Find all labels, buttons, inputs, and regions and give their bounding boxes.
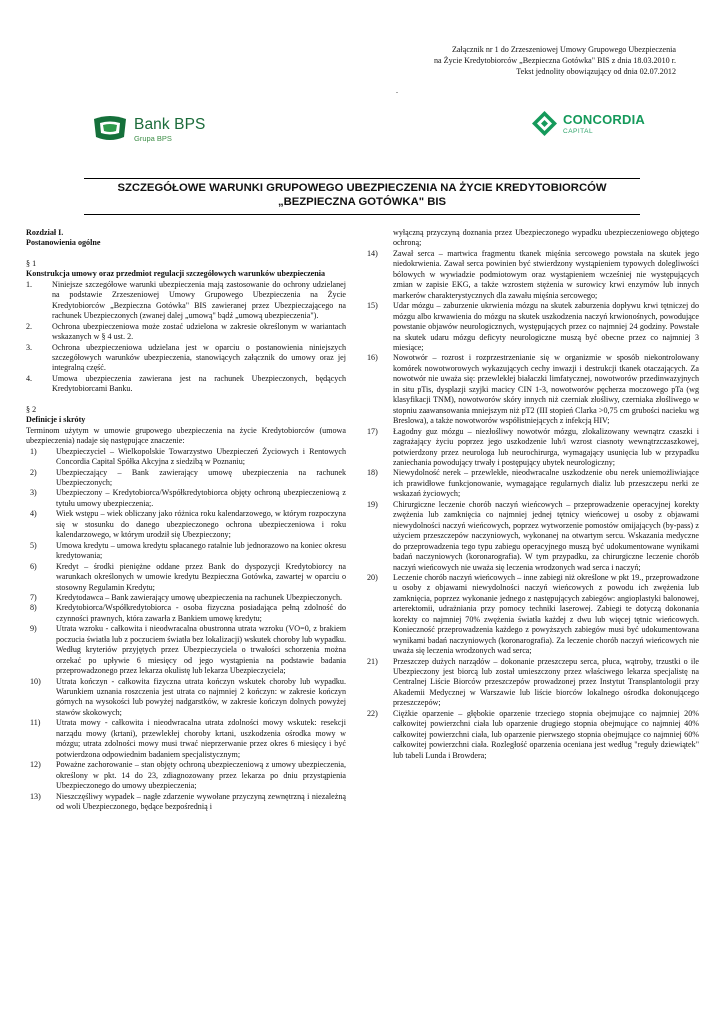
annex-note-line: Załącznik nr 1 do Zrzeszeniowej Umowy Grupowego Ubezpieczenia — [451, 45, 676, 54]
bank-bps-logo-icon — [92, 113, 128, 145]
list-item: 18) Niewydolność nerek – przewlekłe, nieodwracalne uszkodzenie obu nerek uniemożliwiające ich prawidłowe funkcjonowanie, wymagające regularnych dializ lub przeszczepu nerki ze wskazań życiowych; — [367, 468, 699, 499]
list-item: 21) Przeszczep dużych narządów – dokonanie przeszczepu serca, płuca, wątroby, trzustki o ile Ubezpieczony jest biorcą lub został umieszczony przez właściwego lekarza specjalistę na Centralnej Liście Biorców przeszczepów prowadzonej przez Instytut Transplantologii przy Akademii Medycznej w Warszawie lub liście biorców lokalnego ośrodka dokonującego przeszczepów; — [367, 656, 699, 708]
annex-note-line: na Życie Kredytobiorców „Bezpieczna Gotówka" BIS z dnia 18.03.2010 r. — [434, 56, 676, 65]
section-1-list — [26, 280, 346, 395]
list-item: 12) Poważne zachorowanie – stan objęty ochroną ubezpieczeniową z umowy ubezpieczenia, określony w pkt. 14 do 23, zdiagnozowany przez lekarza po dniu przystąpienia Ubezpieczonego do umowy ubezpieczenia; — [30, 760, 346, 791]
left-column — [26, 228, 346, 812]
list-item: 15) Udar mózgu – zaburzenie ukrwienia mózgu na skutek zaburzenia dopływu krwi tętniczej do mózgu albo krwawienia do mózgu na skutek uszkodzenia naczyń krwionośnych, powodujące powstanie objawów neurologicznych, występujących przez co najmniej 24 godziny. Powstałe na skutek udaru mózgu deficyty neurologiczne muszą być obecne przez co najmniej 3 miesiące; — [367, 301, 699, 352]
right-column — [367, 228, 699, 761]
list-item: 9) Utrata wzroku - całkowita i nieodwracalna obustronna utrata wzroku (VO=0, z brakiem poczucia światła lub z poczuciem światła bez lokalizacji) wskutek choroby lub wypadku. Według kryteriów przyjętych przez Ubezpieczyciela o trwałości schorzenia można orzekać po upływie 6 miesięcy od jego wystąpienia na podstawie badania przeprowadzonego przez lekarza okulistę lub lekarza Ubezpieczyciela; — [30, 624, 346, 676]
concordia-logo — [531, 110, 645, 137]
document-title-line: „BEZPIECZNA GOTÓWKA" BIS — [277, 196, 447, 208]
list-item: 4) Wiek wstępu – wiek obliczany jako różnica roku kalendarzowego, w którym rozpoczyna się w stosunku do danego ubezpieczonego ochrona ubezpieczeniowa i roku kalendarzowego, w którym urodził się Ubezpieczony; — [30, 509, 346, 540]
list-item-continuation: wyłączną przyczyną doznania przez Ubezpieczonego wypadku ubezpieczeniowego objętego ochroną; — [393, 228, 699, 248]
list-item: 2) Ubezpieczający – Bank zawierający umowę ubezpieczenia na rachunek Ubezpieczonych; — [30, 467, 346, 487]
title-rule-top — [84, 178, 640, 179]
list-item: 1. Niniejsze szczegółowe warunki ubezpieczenia mają zastosowanie do ochrony udzielanej na podstawie Zrzeszeniowej Umowy Grupowego Ubezpieczenia na Życie Kredytobiorców „Bezpieczna Gotówka" BIS zawieranej przez Ubezpieczającego na rachunek Ubezpieczonych (zwanej dalej „umową" bądź „umową ubezpieczenia"). — [26, 279, 346, 321]
list-item: 4. Umowa ubezpieczenia zawierana jest na rachunek Ubezpieczonych, będących Kredytobiorcami Banku. — [26, 373, 346, 394]
section-1-number: § 1 — [26, 258, 37, 268]
list-item: 3. Ochrona ubezpieczeniowa udzielana jest w oparciu o postanowienia niniejszych szczegółowych warunków ubezpieczenia, stanowiących załącznik do umowy oraz jej integralną część. — [26, 342, 346, 373]
list-item: 10) Utrata kończyn - całkowita fizyczna utrata kończyn wskutek choroby lub wypadku. Warunkiem uznania roszczenia jest utrata co najmniej 2 kończyn: w zakresie kończyn górnych na wysokości lub powyżej nadgarstków, w zakresie kończyn dolnych powyżej stawów skokowych; — [30, 676, 346, 717]
section-2-intro: Terminom użytym w umowie grupowego ubezpieczenia na życie Kredytobiorców (umowa ubezpieczenia) nadaje się następujące znaczenie: — [26, 425, 346, 446]
stray-dot: . — [396, 86, 398, 95]
definitions-list — [26, 447, 346, 813]
document-title-line: SZCZEGÓŁOWE WARUNKI GRUPOWEGO UBEZPIECZENIA NA ŻYCIE KREDYTOBIORCÓW — [117, 182, 607, 194]
annex-note-line: Tekst jednolity obowiązujący od dnia 02.07.2012 — [516, 67, 676, 76]
annex-note — [256, 44, 676, 77]
list-item: 1) Ubezpieczyciel – Wielkopolskie Towarzystwo Ubezpieczeń Życiowych i Rentowych Concordia Capital Spółka Akcyjna z siedzibą w Poznaniu; — [30, 446, 346, 467]
document-title — [84, 181, 640, 209]
list-item: 13) Nieszczęśliwy wypadek – nagłe zdarzenie wywołane przyczyną zewnętrzną i niezależną od woli Ubezpieczonego, będące bezpośrednią i — [30, 791, 346, 812]
list-item: 5) Umowa kredytu – umowa kredytu spłacanego ratalnie lub jednorazowo na koniec okresu kredytowania; — [30, 540, 346, 561]
list-item: 19) Chirurgiczne leczenie chorób naczyń wieńcowych – przeprowadzenie operacyjnej korekty zwężenia lub zamknięcia co najmniej jednej tętnicy wieńcowej u osoby z objawami niewydolności naczyń wieńcowych, poprzez wytworzenie pomostów omijających (by-pass) z użyciem przeszczepów naczyniowych, wykonanej na otwartym sercu. Wskazania medyczne do przeprowadzenia tego typu zabiegu operacyjnego muszą być udokumentowane wynikami badań naczyniowych (koronarografia). W tym przypadku, za chirurgiczne leczenie chorób naczyń wieńcowych nie uważa się leczenia wrodzonych wad serca i naczyń; — [367, 499, 699, 572]
list-item: 8) Kredytobiorca/Współkredytobiorca - osoba fizyczna posiadająca pełną zdolność do czynności prawnych, która zawarła z Bankiem umowę kredytu; — [30, 603, 346, 623]
list-item: 3) Ubezpieczony – Kredytobiorca/Współkredytobiorca objęty ochroną ubezpieczeniową z tytułu umowy ubezpieczenia;. — [30, 488, 346, 508]
list-item: 22) Ciężkie oparzenie – głębokie oparzenie trzeciego stopnia obejmujące co najmniej 20% całkowitej powierzchni ciała lub oparzenie drugiego stopnia obejmujące co najmniej 40% całkowitej powierzchni ciała, lub oparzenie pierwszego stopnia obejmujące co najmniej 60% całkowitej powierzchni ciała. Rozległość oparzenia oceniana jest według "reguły dziewiątek" lub tabeli Lunda i Browdera; — [367, 708, 699, 760]
section-2-number: § 2 — [26, 404, 37, 414]
list-item: 6) Kredyt – środki pieniężne oddane przez Bank do dyspozycji Kredytobiorcy na warunkach określonych w umowie kredytu Bezpieczna Gotówka, zawartej w oparciu o stosowny Regulamin Kredytu; — [30, 561, 346, 592]
chapter-number: Rozdział I. — [26, 228, 64, 237]
insurer-sub: CAPITAL — [563, 127, 594, 135]
concordia-logo-icon — [531, 110, 558, 137]
chapter-title: Postanowienia ogólne — [26, 238, 101, 248]
list-item: 14) Zawał serca – martwica fragmentu tkanek mięśnia sercowego powstała na skutek jego niedokrwienia. Zawał serca powinien być stwierdzony wystąpieniem typowych dolegliwości bólowych w wywiadzie podmiotowym oraz wystąpieniem wcześniej nie występujących zmian w zapisie EKG, a także wzrostem stężenia w surowicy krwi enzymów lub innych markerów charakterystycznych dla zawału mięśnia sercowego; — [367, 248, 699, 300]
bank-name: Bank BPS — [134, 115, 206, 133]
list-item: 20) Leczenie chorób naczyń wieńcowych – inne zabiegi niż określone w pkt 19., przeprowadzone u osoby z objawami niewydolności naczyń wieńcowych z powodu ich zwężenia lub zamknięcia, poprzez wykonanie jednego z następujących zabiegów: angioplastyki balonowej, arterektomii, udrażniania przy pomocy techniki laserowej. Zabiegi te dotyczą dokonania korekty co najmniej 70% zwężenia światła każdej z dwu lub więcej tętnic wieńcowych. Konieczność przeprowadzenia każdego z powyższych zabiegów musi być udokumentowana wynikami badań naczyniowych (koronarografia). Za leczenie chorób naczyń wieńcowych nie uważa się leczenia wrodzonych wad serca; — [367, 572, 699, 656]
insurer-name: CONCORDIA — [563, 111, 645, 127]
bank-bps-logo — [92, 113, 205, 145]
section-2-title: Definicje i skróty — [26, 415, 86, 425]
list-item: 11) Utrata mowy - całkowita i nieodwracalna utrata zdolności mowy wskutek: resekcji narządu mowy (krtani), przewlekłej choroby krtani, uszkodzenia ośrodka mowy w mózgu; utrata zdolności mowy musi trwać nieprzerwanie przez okres 6 miesięcy i być potwierdzona odpowiednim badaniem specjalistycznym; — [30, 718, 346, 759]
title-rule-bottom — [84, 214, 640, 215]
list-item: 16) Nowotwór – rozrost i rozprzestrzenianie się w organizmie w sposób niekontrolowany komórek nowotworowych wykazujących cechy inwazji i destrukcji tkanek otaczających. Za nowotwór nie uważa się: przewlekłej białaczki limfatycznej, nowotworów przedinwazyjnych in situ pTis, dysplazji szyjki macicy CIN 1-3, nowotworów pęcherza moczowego pTa (wg klasyfikacji TNM), nowotworów skóry innych niż czerniak złośliwy, czerniaka złośliwego w stopniu zaawansowania mniejszym niż pT2 (III stopień Clarka >0,75 cm grubości nacieku wg Breslowa), a także nowotworów współistniejących z infekcją HIV; — [367, 353, 699, 426]
bank-group: Grupa BPS — [134, 133, 172, 143]
list-item: 2. Ochrona ubezpieczeniowa może zostać udzielona w zakresie określonym w wariantach wskazanych w § 4 ust. 2. — [26, 321, 346, 342]
list-item: 7) Kredytodawca – Bank zawierający umowę ubezpieczenia na rachunek Ubezpieczonych. — [30, 592, 343, 602]
list-item: 17) Łagodny guz mózgu – niezłośliwy nowotwór mózgu, zlokalizowany wewnątrz czaszki i zagrażający życiu poprzez jego uszkodzenie lub/i wzrost ciasnoty wewnątrzczaszkowej, potwierdzony przez neurologa lub neurochirurga, wymagający usunięcia lub w przypadku zaniechania powodujący trwały i postępujący ubytek neurologiczny; — [367, 426, 699, 467]
section-1-title: Konstrukcja umowy oraz przedmiot regulacji szczegółowych warunków ubezpieczenia — [26, 269, 326, 279]
